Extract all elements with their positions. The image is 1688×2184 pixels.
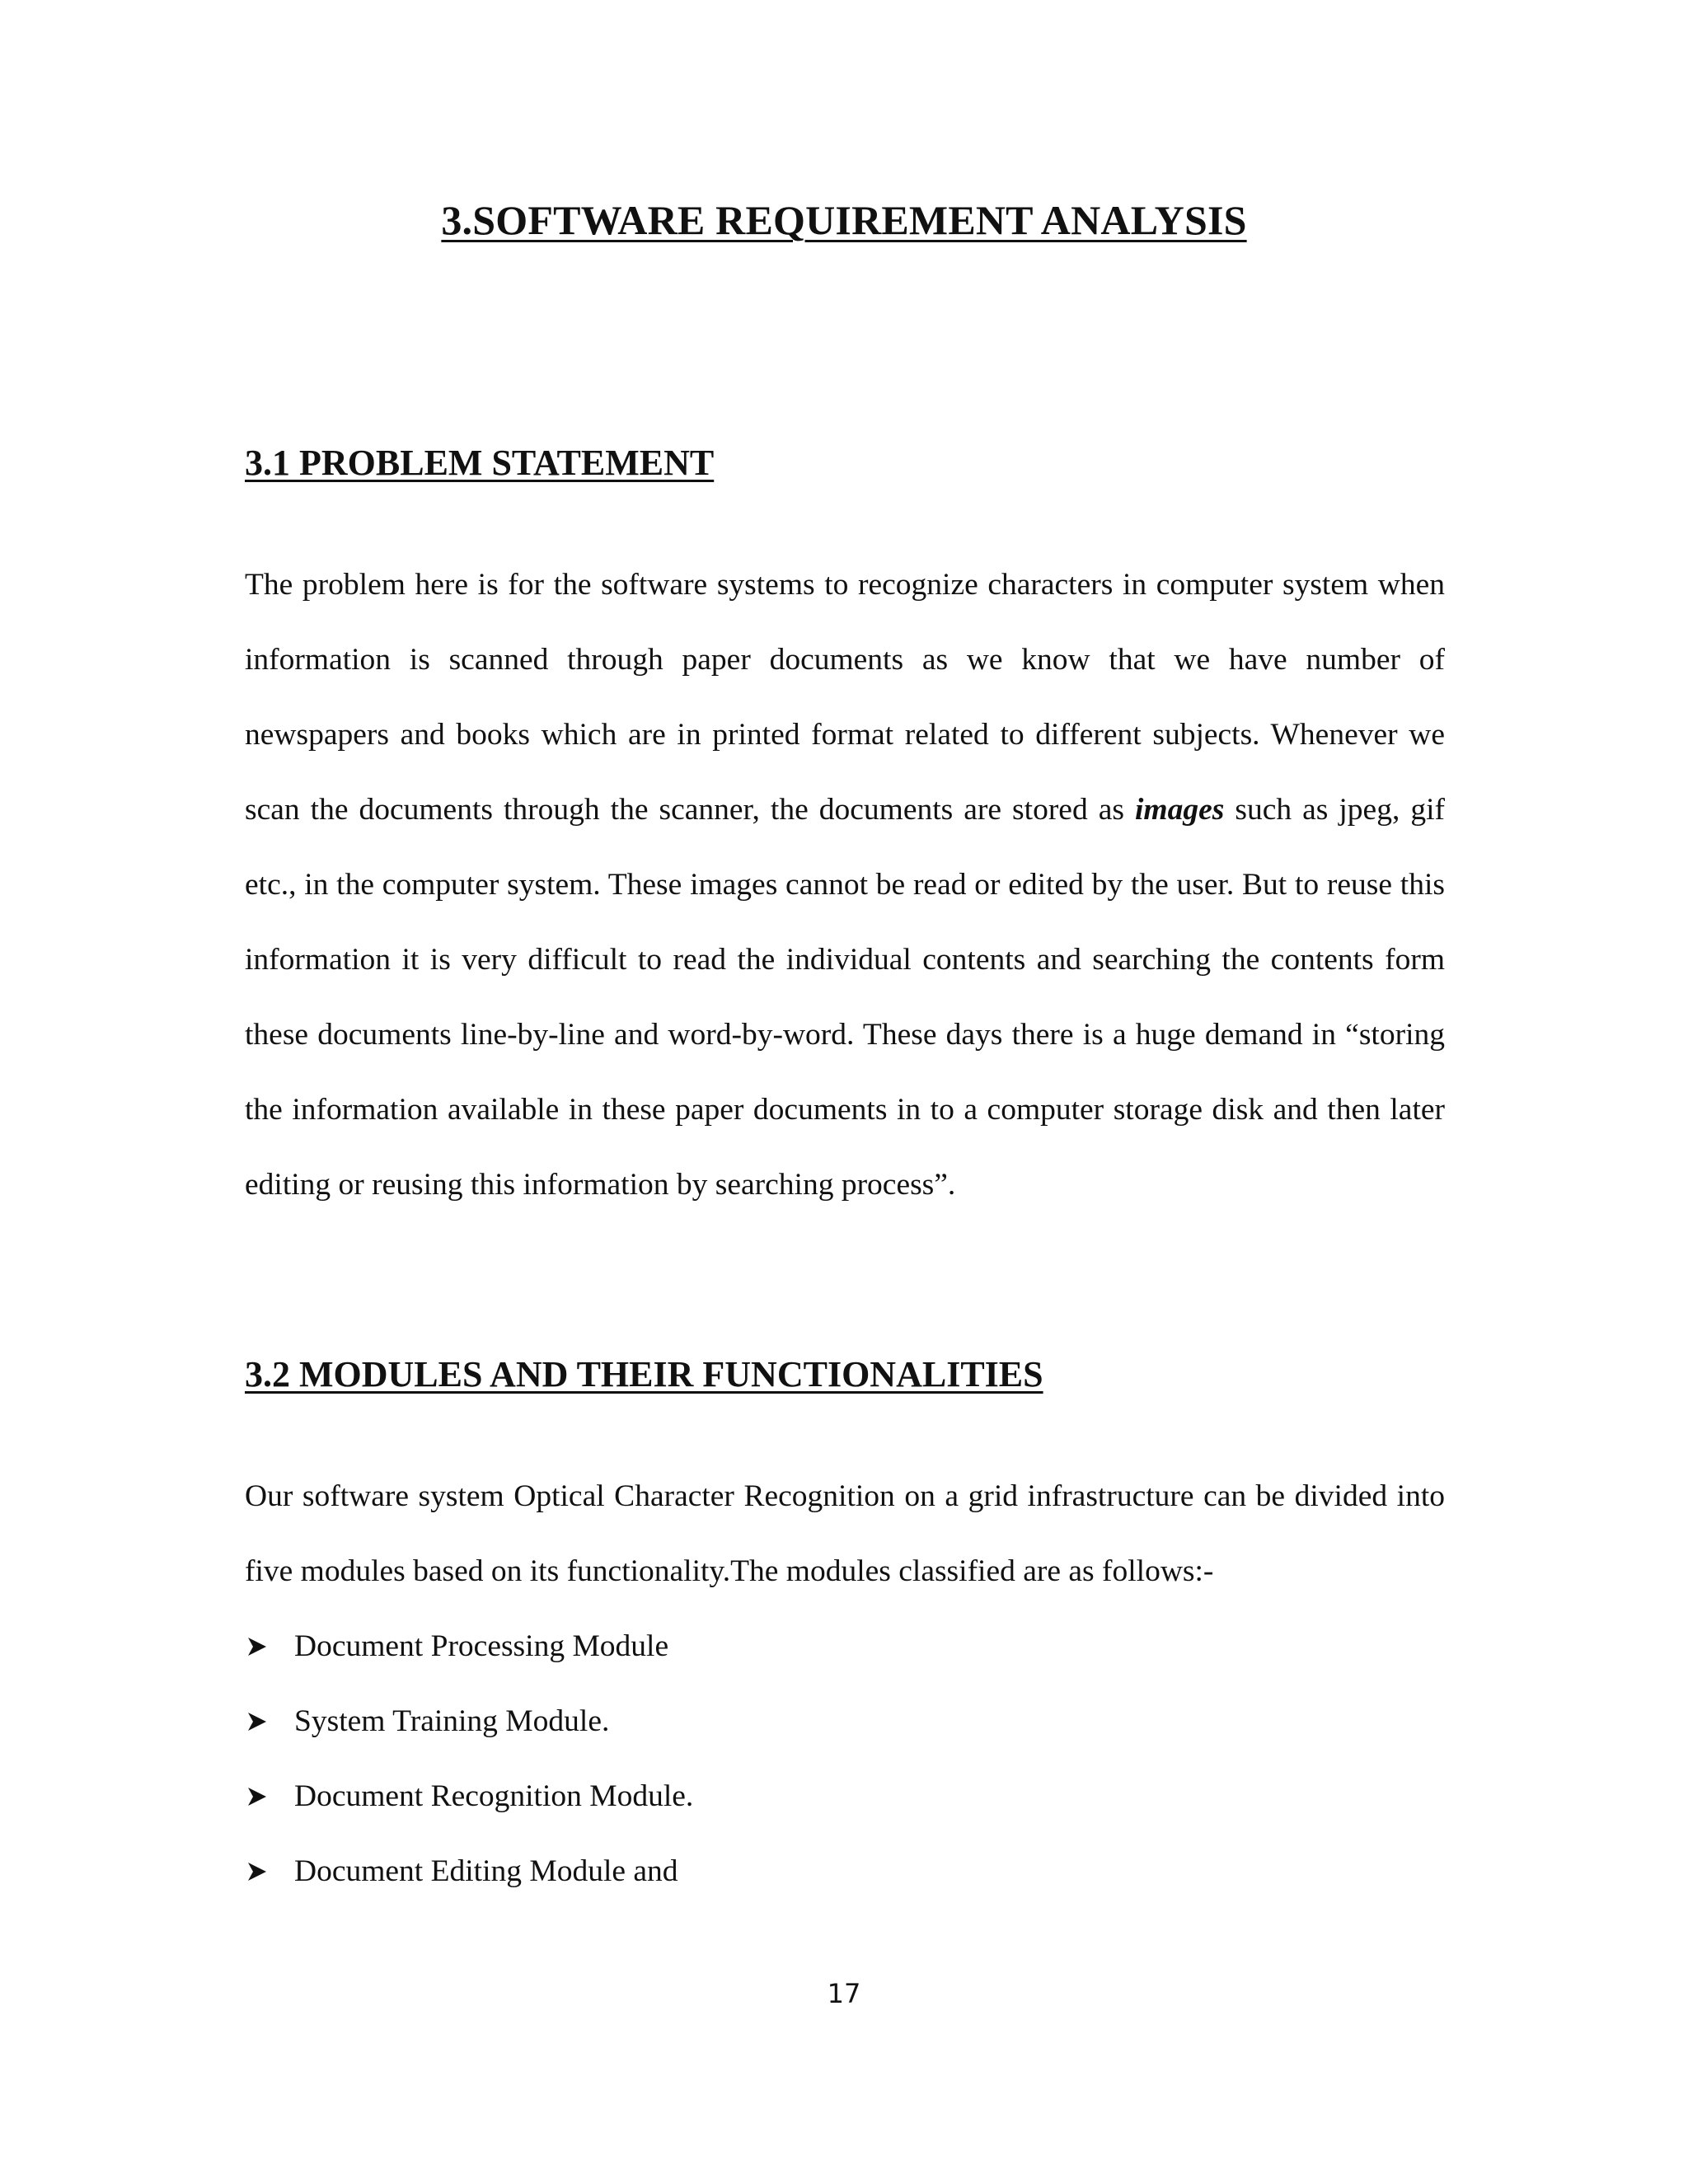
chapter-title: 3.SOFTWARE REQUIREMENT ANALYSIS	[441, 197, 1247, 243]
list-item-label: Document Processing Module	[294, 1629, 669, 1663]
list-item	[245, 1759, 693, 1834]
arrowhead-bullet-icon	[245, 1684, 294, 1759]
section-heading-modules: 3.2 MODULES AND THEIR FUNCTIONALITIES	[245, 1354, 1043, 1394]
page-number: 17	[827, 1978, 861, 2009]
list-item	[245, 1609, 693, 1684]
arrowhead-bullet-icon	[245, 1609, 294, 1684]
list-item-label: System Training Module.	[294, 1704, 610, 1738]
modules-intro-paragraph: Our software system Optical Character Recognition on a grid infrastructure can be divided into five modules based on its functionality.The modules classified are as follows:-	[245, 1479, 1445, 1588]
arrowhead-bullet-icon	[245, 1834, 294, 1909]
paragraph-text-end: such as jpeg, gif etc., in the computer system. These images cannot be read or edited by the user. But to reuse this information it is very difficult to read the individual contents and searching the contents form these documents line-by-line and word-by-word. These days there is a huge demand in “storing the information available in these paper documents in to a computer storage disk and then later editing or reusing this information by searching process”.	[245, 793, 1445, 1202]
list-item-label: Document Recognition Module.	[294, 1779, 694, 1813]
list-item	[245, 1834, 693, 1909]
list-item-label: Document Editing Module and	[294, 1854, 678, 1888]
modules-list	[245, 1609, 693, 1909]
paragraph-text-start: The problem here is for the software systems to recognize characters in computer system when information is scanned through paper documents as we know that we have number of newspapers and books which are in printed format related to different subjects. Whenever we scan the documents through the scanner, the documents are stored as	[245, 568, 1445, 827]
emphasized-word: images	[1135, 793, 1225, 827]
arrowhead-bullet-icon	[245, 1759, 294, 1834]
section-heading-problem-statement: 3.1 PROBLEM STATEMENT	[245, 443, 715, 483]
list-item	[245, 1684, 693, 1759]
problem-statement-paragraph	[245, 547, 1445, 1222]
